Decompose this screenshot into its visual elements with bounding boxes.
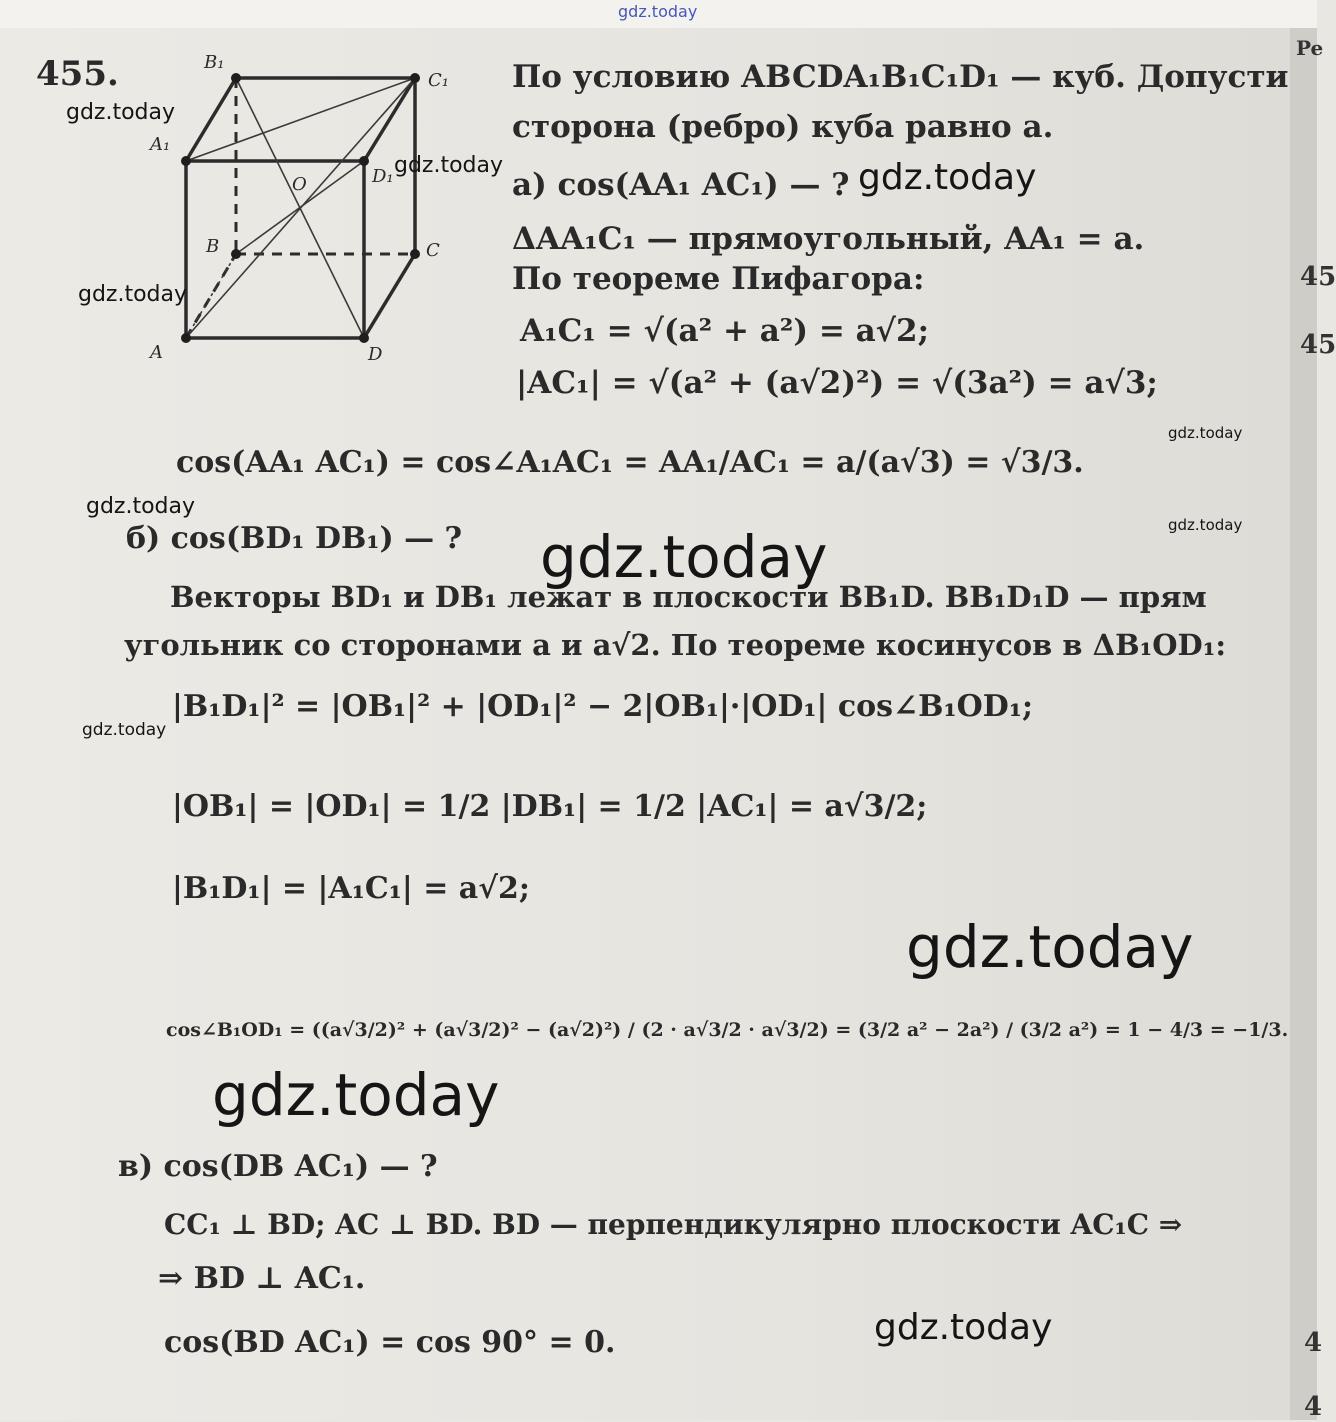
watermark: gdz.today — [212, 1061, 500, 1129]
text-line-19: cos(BD AC₁) = cos 90° = 0. — [164, 1325, 616, 1360]
edge-dc — [364, 254, 415, 338]
watermark: gdz.today — [78, 282, 188, 307]
text-line-5: По теореме Пифагора: — [512, 261, 925, 297]
watermark: gdz.today — [86, 494, 196, 519]
text-line-7: |AC₁| = √(a² + (a√2)²) = √(3a²) = a√3; — [516, 365, 1158, 401]
text-line-18: ⇒ BD ⊥ AC₁. — [158, 1261, 366, 1296]
watermark: gdz.today — [906, 913, 1194, 981]
watermark: gdz.today — [540, 523, 828, 591]
text-line-2: сторона (ребро) куба равно a. — [512, 109, 1054, 145]
watermark: gdz.today — [858, 157, 1037, 198]
text-line-17: CC₁ ⊥ BD; AC ⊥ BD. BD — перпендикулярно плоскости AC₁C ⇒ — [164, 1208, 1183, 1241]
text-line-14: |B₁D₁| = |A₁C₁| = a√2; — [172, 871, 530, 906]
text-line-1: По условию ABCDA₁B₁C₁D₁ — куб. Допусти — [512, 59, 1289, 95]
label-a1: A₁ — [150, 134, 171, 155]
edge-d1c1 — [364, 78, 415, 161]
label-o: O — [292, 174, 307, 195]
right-edge-number-4: 4 — [1304, 1392, 1323, 1422]
text-line-11: угольник со сторонами a и a√2. По теореме косинусов в ΔB₁OD₁: — [124, 628, 1227, 662]
text-line-9: б) cos(BD₁ DB₁) — ? — [126, 521, 463, 556]
text-line-8: cos(AA₁ AC₁) = cos∠A₁AC₁ = AA₁/AC₁ = a/(a√3) = √3/3. — [176, 445, 1084, 480]
text-line-16: в) cos(DB AC₁) — ? — [118, 1149, 438, 1184]
label-c1: C₁ — [428, 70, 449, 91]
watermark: gdz.today — [874, 1307, 1053, 1348]
right-edge-number-2: 45 — [1300, 330, 1336, 360]
watermark: gdz.today — [394, 153, 504, 178]
label-d: D — [368, 344, 383, 365]
right-edge-number-1: 45 — [1300, 262, 1336, 292]
text-line-10: Векторы BD₁ и DB₁ лежат в плоскости BB₁D. BB₁D₁D — прям — [170, 580, 1207, 614]
text-line-13: |OB₁| = |OD₁| = 1/2 |DB₁| = 1/2 |AC₁| = a√3/2; — [172, 789, 928, 824]
diagonal-ab-hint — [186, 254, 236, 338]
label-b: B — [206, 236, 220, 257]
text-line-12: |B₁D₁|² = |OB₁|² + |OD₁|² − 2|OB₁|·|OD₁| cos∠B₁OD₁; — [172, 689, 1034, 724]
label-d1: D₁ — [372, 166, 394, 187]
label-b1: B₁ — [204, 52, 225, 73]
problem-number: 455. — [36, 54, 119, 94]
text-line-6: A₁C₁ = √(a² + a²) = a√2; — [520, 313, 930, 349]
right-edge-corner-text: Pe — [1296, 36, 1324, 60]
label-c: C — [426, 240, 440, 261]
watermark: gdz.today — [1168, 424, 1243, 442]
text-line-3: а) cos(AA₁ AC₁) — ? — [512, 167, 850, 203]
watermark: gdz.today — [66, 100, 176, 125]
label-a: A — [150, 342, 163, 363]
diagonal-a1c1 — [186, 78, 415, 161]
edge-a1b1 — [186, 78, 236, 161]
right-edge-number-3: 4 — [1304, 1328, 1323, 1358]
text-line-4: ΔAA₁C₁ — прямоугольный, AA₁ = a. — [512, 221, 1145, 257]
watermark: gdz.today — [1168, 516, 1243, 534]
next-page-edge — [1290, 0, 1317, 1420]
cube-figure — [140, 50, 460, 370]
watermark-top: gdz.today — [618, 2, 698, 21]
text-line-15: cos∠B₁OD₁ = ((a√3/2)² + (a√3/2)² − (a√2)²) / (2 · a√3/2 · a√3/2) = (3/2 a² − 2a²) / (3/2 a²) = 1 − 4/3 = −1/3. — [166, 1019, 1289, 1041]
watermark: gdz.today — [82, 720, 167, 740]
